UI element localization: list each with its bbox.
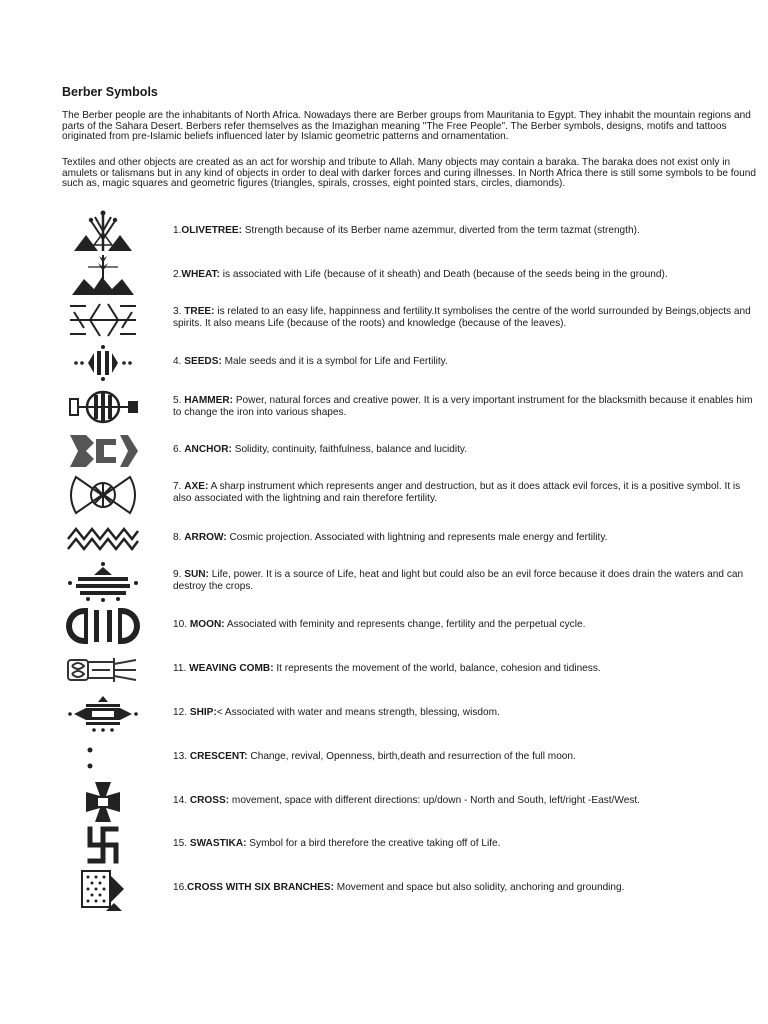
symbol-description: 9. SUN: Life, power. It is a source of Life, heat and light but could also be an evil force because it does drain the waters and can destroy the crops. xyxy=(173,569,744,593)
symbol-description: 5. HAMMER: Power, natural forces and creative power. It is a very important instrument for the blacksmith because it enables him to change the iron into various shapes. xyxy=(173,395,753,419)
symbol-description: 14. CROSS: movement, space with different directions: up/down - North and South, left/right -East/West. xyxy=(173,795,640,806)
symbol-description: 8. ARROW: Cosmic projection. Associated with lightning and represents male energy and fertility. xyxy=(173,532,608,543)
moon-icon xyxy=(64,604,142,648)
symbol-row xyxy=(0,561,768,605)
cross-six-branches-icon xyxy=(64,867,142,911)
symbol-description: 1.OLIVETREE: Strength because of its Berber name azemmur, diverted from the term tazmat (strength). xyxy=(173,225,640,236)
page-title: Berber Symbols xyxy=(62,85,158,99)
symbol-row xyxy=(0,341,768,385)
symbol-row xyxy=(0,473,768,517)
symbol-description: 3. TREE: is related to an easy life, happinness and fertility.It symbolises the centre of the world surrounded by Beings,objects and spirits. It also means Life (because of the roots) and knowledge (because of the leaves). xyxy=(173,306,751,330)
symbol-row xyxy=(0,692,768,736)
ship-icon xyxy=(64,692,142,736)
tree-icon xyxy=(64,298,142,342)
symbol-row xyxy=(0,867,768,911)
symbol-description: 10. MOON: Associated with feminity and represents change, fertility and the perpetual cycle. xyxy=(173,619,586,630)
symbol-row xyxy=(0,385,768,429)
cross-icon xyxy=(64,780,142,824)
symbol-row xyxy=(0,209,768,253)
symbol-row xyxy=(0,298,768,342)
symbol-row xyxy=(0,648,768,692)
symbol-row xyxy=(0,253,768,297)
symbol-row xyxy=(0,823,768,867)
anchor-icon xyxy=(64,429,142,473)
weaving-comb-icon xyxy=(64,648,142,692)
seeds-icon xyxy=(64,341,142,385)
symbol-description: 15. SWASTIKA: Symbol for a bird therefore the creative taking off of Life. xyxy=(173,838,501,849)
symbol-row xyxy=(0,429,768,473)
symbol-description: 13. CRESCENT: Change, revival, Openness, birth,death and resurrection of the full moon. xyxy=(173,751,576,762)
symbol-description: 6. ANCHOR: Solidity, continuity, faithfulness, balance and lucidity. xyxy=(173,444,467,455)
symbol-description: 16.CROSS WITH SIX BRANCHES: Movement and space but also solidity, anchoring and grounding. xyxy=(173,882,625,893)
hammer-icon xyxy=(64,385,142,429)
intro-paragraph-2: Textiles and other objects are created as an act for worship and tribute to Allah. Many objects may contain a baraka. The baraka does not exist only in amulets or talismans but in any kind of objects in order to deal with darker forces and curing illnesses. In North Africa there is still some symbols to be found such as, magic squares and geometric figures (triangles, spirals, crosses, eight pointed stars, circles, diamonds). xyxy=(62,157,756,190)
symbol-description: 7. AXE: A sharp instrument which represents anger and destruction, but as it does attack evil forces, it is a positive symbol. It is also associated with the lightning and rain therefore fertility. xyxy=(173,481,741,505)
wheat-icon xyxy=(64,253,142,297)
crescent-icon xyxy=(64,736,142,780)
symbol-description: 2.WHEAT: is associated with Life (because of it sheath) and Death (because of the seeds being in the ground). xyxy=(173,269,668,280)
symbol-description: 12. SHIP:< Associated with water and means strength, blessing, wisdom. xyxy=(173,707,500,718)
intro-paragraph-1: The Berber people are the inhabitants of North Africa. Nowadays there are Berber groups from Mauritania to Egypt. They inhabit the mountain regions and parts of the Sahara Desert. Berbers refer themselves as the Imazighan meaning "The Free People". The Berber symbols, designs, motifs and tattoos originated from pre-Islamic beliefs influenced later by Islamic geometric patterns and ornamentation. xyxy=(62,110,751,143)
arrow-icon xyxy=(64,517,142,561)
axe-icon xyxy=(64,473,142,517)
symbol-description: 4. SEEDS: Male seeds and it is a symbol for Life and Fertility. xyxy=(173,356,448,367)
symbol-row xyxy=(0,604,768,648)
symbol-row xyxy=(0,736,768,780)
sun-icon xyxy=(64,561,142,605)
symbol-row xyxy=(0,517,768,561)
symbol-row xyxy=(0,780,768,824)
symbol-description: 11. WEAVING COMB: It represents the movement of the world, balance, cohesion and tidiness. xyxy=(173,663,601,674)
swastika-icon xyxy=(64,823,142,867)
olive-tree-icon xyxy=(64,209,142,253)
